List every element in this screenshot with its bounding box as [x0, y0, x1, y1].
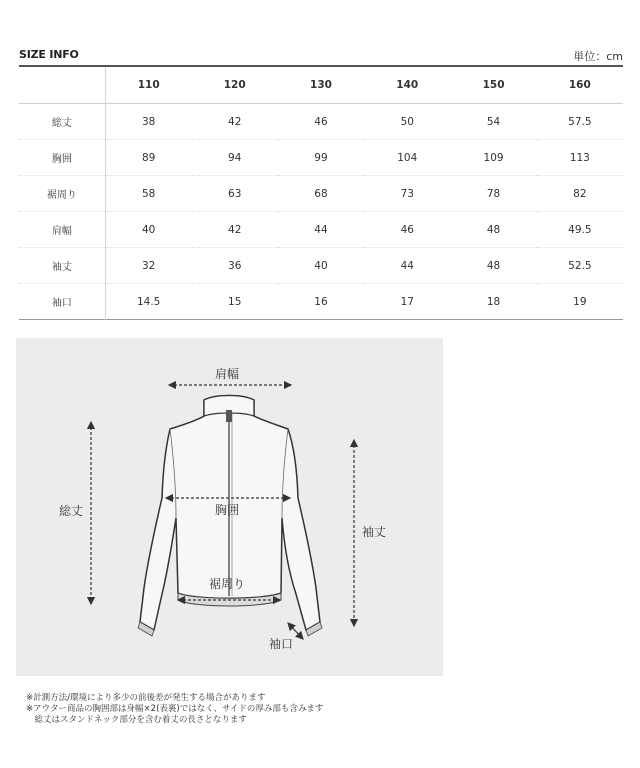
table-cell: 32: [105, 248, 191, 284]
table-cell: 78: [450, 176, 536, 212]
size-header: 140: [364, 66, 450, 104]
table-cell: 46: [364, 212, 450, 248]
table-cell: 38: [105, 104, 191, 140]
row-label: 袖口: [19, 284, 105, 320]
note-line: ※アウター商品の胸囲部は身幅×2(表裏)ではなく、サイドの厚み部も含みます: [26, 704, 324, 714]
table-row: [19, 248, 623, 284]
size-header: 150: [450, 66, 536, 104]
table-corner-cell: [19, 66, 105, 104]
row-label: 袖丈: [19, 248, 105, 284]
table-cell: 42: [192, 104, 278, 140]
unit-label: 単位：cm: [573, 50, 623, 63]
hem-label: 裾周り: [209, 577, 246, 591]
table-row: [19, 140, 623, 176]
size-table: [19, 65, 623, 320]
table-cell: 94: [192, 140, 278, 176]
size-header: 120: [192, 66, 278, 104]
section-title: SIZE INFO: [19, 48, 79, 61]
table-cell: 19: [573, 295, 587, 308]
table-cell: 40: [278, 248, 364, 284]
zipper-pull: [226, 410, 232, 422]
table-cell: 68: [278, 176, 364, 212]
row-label: 総丈: [19, 104, 105, 140]
table-row: [19, 212, 623, 248]
table-cell: 48: [450, 212, 536, 248]
table-cell: 99: [278, 140, 364, 176]
table-cell: 16: [314, 295, 328, 308]
table-cell: 89: [105, 140, 191, 176]
table-cell: 40: [105, 212, 191, 248]
table-cell: 44: [278, 212, 364, 248]
table-cell: 54: [450, 104, 536, 140]
table-cell: 18: [486, 295, 501, 308]
table-cell: 82: [537, 176, 623, 212]
row-label: 胸囲: [19, 140, 105, 176]
table-cell: 52.5: [537, 248, 623, 284]
table-cell: 48: [450, 248, 536, 284]
table-cell: 50: [364, 104, 450, 140]
size-header: 130: [278, 66, 364, 104]
table-cell: 46: [278, 104, 364, 140]
table-cell: 57.5: [537, 104, 623, 140]
table-cell: 109: [450, 140, 536, 176]
size-notes: [26, 693, 323, 726]
cuff-label: 袖口: [269, 637, 294, 651]
table-row: [19, 176, 623, 212]
sleeve-label: 袖丈: [362, 525, 387, 539]
table-row: [19, 284, 623, 320]
table-cell: 73: [364, 176, 450, 212]
size-info-header: [19, 46, 623, 64]
table-cell: 113: [537, 140, 623, 176]
length-label: 総丈: [59, 504, 84, 518]
table-cell: 17: [400, 295, 414, 308]
chest-label: 胸囲: [215, 503, 240, 517]
table-cell: 36: [192, 248, 278, 284]
table-cell: 44: [364, 248, 450, 284]
table-cell: 63: [192, 176, 278, 212]
note-line: 総丈はスタンドネック部分を含む着丈の長さとなります: [26, 715, 247, 725]
shoulder-label: 肩幅: [215, 367, 240, 381]
measurement-diagram: [16, 338, 443, 676]
size-header: 160: [537, 66, 623, 104]
table-cell: 14.5: [136, 295, 161, 308]
size-header: 110: [105, 66, 191, 104]
table-cell: 58: [105, 176, 191, 212]
note-line: ※計測方法/環境により多少の前後差が発生する場合があります: [26, 693, 266, 703]
table-cell: 42: [192, 212, 278, 248]
row-label: 肩幅: [19, 212, 105, 248]
row-label: 裾周り: [19, 176, 105, 212]
table-row: [19, 104, 623, 140]
table-header-row: [19, 66, 623, 104]
table-cell: 104: [364, 140, 450, 176]
table-cell: 15: [228, 295, 242, 308]
table-cell: 49.5: [537, 212, 623, 248]
